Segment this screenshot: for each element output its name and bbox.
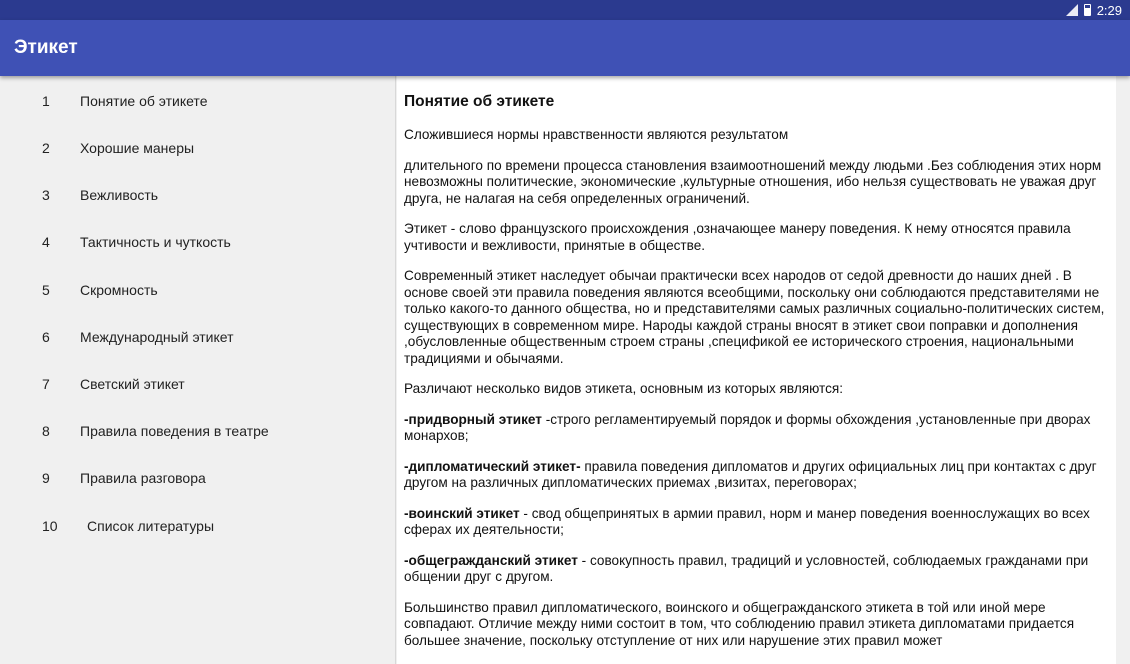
article-paragraph: Различают несколько видов этикета, основным из которых являются: [404, 381, 844, 396]
item-number: 4 [42, 233, 50, 250]
item-number: 1 [42, 92, 50, 109]
signal-icon [1066, 4, 1078, 16]
etiquette-type-desc: - свод общепринятых в армии правил, норм и манер поведения военнослужащих во всех сферах их деятельности; [404, 505, 1090, 537]
article-paragraph [404, 553, 1109, 586]
item-number: 7 [42, 375, 50, 392]
item-label: Правила разговора [80, 469, 206, 486]
article-paragraph: длительного по времени процесса становления взаимоотношений между людьми .Без соблюдения этих норм невозможны политические, экономические ,культурные отношения, ибо нельзя существовать не уважая друг друга, не налагая на себя определенных ограничений. [404, 157, 1102, 206]
item-number: 5 [42, 281, 50, 298]
item-label: Список литературы [87, 517, 215, 534]
etiquette-type-desc: правила поведения дипломатов и других официальных лиц при контактах с друг другом на различных дипломатических приемах ,визитах, переговорах; [404, 458, 1097, 490]
sidebar-item-9[interactable] [0, 454, 395, 501]
sidebar-item-10[interactable] [0, 502, 395, 549]
etiquette-type-term: -общегражданский этикет [404, 552, 578, 568]
article-content[interactable] [397, 76, 1116, 664]
item-label: Хорошие манеры [80, 139, 195, 156]
article-paragraph [404, 459, 1109, 492]
item-number: 9 [42, 469, 50, 486]
battery-icon [1084, 4, 1091, 16]
etiquette-type-term: -воинский этикет [404, 505, 520, 521]
sidebar-item-6[interactable] [0, 313, 395, 360]
etiquette-type-desc: -строго регламентируемый порядок и формы обхождения ,установленные при дворах монархов; [404, 411, 1091, 443]
article-paragraph: Сложившиеся нормы нравственности являются результатом [404, 127, 789, 142]
article-paragraph: Большинство правил дипломатического, воинского и общегражданского этикета в той или иной мере совпадают. Отличие между ними состоит в том, что соблюдению правил этикета дипломатами придается большее значение, поскольку отступление от них или нарушение этих правил может [404, 599, 1075, 648]
item-label: Правила поведения в театре [80, 422, 269, 439]
sidebar-item-3[interactable] [0, 171, 395, 218]
etiquette-type-desc: - совокупность правил, традиций и условностей, соблюдаемых гражданами при общении друг с другом. [404, 552, 1089, 584]
item-label: Международный этикет [80, 328, 234, 345]
sidebar-item-5[interactable] [0, 266, 395, 313]
article-paragraph: Современный этикет наследует обычаи практически всех народов от седой древности до наших дней . В основе своей эти правила поведения являются всеобщими, поскольку они соблюдаются представителями не только какого-то данного общества, но и представителями самых различных социально-политических систем, существующих в современном мире. Народы каждой страны вносят в этикет свои поправки и дополнения ,обусловленные общественным строем страны ,спецификой ее исторического строения, национальными традициями и обычаями. [404, 268, 1105, 366]
item-number: 8 [42, 422, 50, 439]
article-paragraph: Этикет - слово французского происхождения ,означающее манеру поведения. К нему относятся правила учтивости и вежливости, принятые в обществе. [404, 221, 1071, 253]
etiquette-type-term: -дипломатический этикет- [404, 458, 581, 474]
sidebar [0, 76, 396, 664]
item-label: Вежливость [80, 186, 159, 203]
sidebar-item-4[interactable] [0, 218, 395, 265]
sidebar-item-1[interactable] [0, 77, 395, 124]
status-bar [0, 0, 1130, 20]
item-label: Понятие об этикете [80, 92, 208, 109]
status-time: 2:29 [1096, 2, 1122, 18]
etiquette-type-term: -придворный этикет [404, 411, 542, 427]
app-bar [0, 20, 1130, 76]
item-number: 10 [42, 517, 58, 534]
item-number: 2 [42, 139, 50, 156]
item-label: Тактичность и чуткость [80, 233, 231, 250]
right-gutter [1116, 76, 1130, 664]
sidebar-item-8[interactable] [0, 407, 395, 454]
article-paragraph [404, 412, 1109, 445]
item-number: 6 [42, 328, 50, 345]
item-number: 3 [42, 186, 50, 203]
app-title: Этикет [14, 37, 78, 58]
sidebar-item-2[interactable] [0, 124, 395, 171]
article-title: Понятие об этикете [404, 93, 555, 110]
article-paragraph [404, 506, 1109, 539]
item-label: Светский этикет [80, 375, 185, 392]
item-label: Скромность [80, 281, 158, 298]
sidebar-item-7[interactable] [0, 360, 395, 407]
